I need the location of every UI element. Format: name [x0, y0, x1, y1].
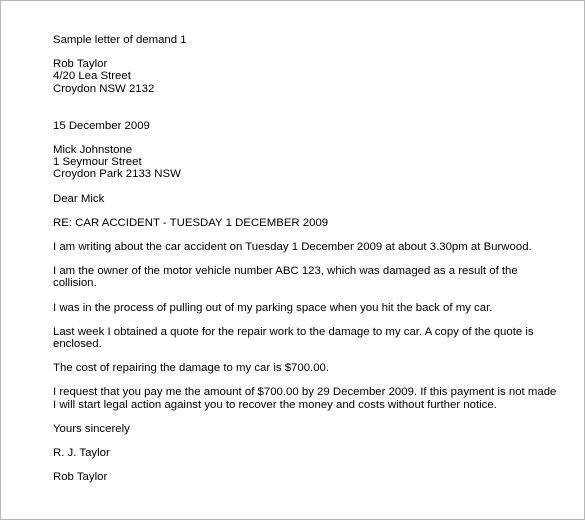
document-title: Sample letter of demand 1 [53, 34, 187, 46]
recipient-name: Mick Johnstone [53, 144, 133, 157]
sender-name: Rob Taylor [53, 58, 108, 71]
letter-date-block [53, 120, 553, 132]
letter-body [53, 34, 557, 484]
salutation: Dear Mick [53, 192, 105, 205]
signature-block [53, 447, 553, 459]
recipient-suburb: Croydon Park 2133 NSW [53, 168, 181, 181]
signed-name: Rob Taylor [53, 471, 108, 484]
paragraph-text: Last week I obtained a quote for the repair work to the damage to my car. A copy of the quote is enclosed. [53, 325, 534, 351]
subject-block [53, 217, 553, 229]
paragraph-quote [53, 326, 553, 350]
sender-street: 4/20 Lea Street [53, 70, 131, 83]
subject-line: RE: CAR ACCIDENT - TUESDAY 1 DECEMBER 2009 [53, 216, 329, 229]
paragraph-accident [53, 241, 553, 253]
paragraph-text: I was in the process of pulling out of my parking space when you hit the back of my car. [53, 301, 493, 314]
paragraph-text: I am the owner of the motor vehicle number ABC 123, which was damaged as a result of the collision. [53, 265, 518, 290]
paragraph-demand [53, 386, 557, 411]
paragraph-ownership [53, 265, 553, 289]
paragraph-text: I am writing about the car accident on Tuesday 1 December 2009 at about 3.30pm at Burwood. [53, 241, 532, 254]
letter-date: 15 December 2009 [53, 119, 150, 132]
recipient-street: 1 Seymour Street [53, 156, 142, 169]
paragraph-text: I request that you pay me the amount of $700.00 by 29 December 2009. If this payment is not made I will start legal action against you to recover the money and costs without further notice. [53, 386, 557, 411]
signed-name-block [53, 471, 553, 483]
paragraph-text: The cost of repairing the damage to my car is $700.00. [53, 362, 330, 375]
salutation-block [53, 193, 553, 205]
sender-address [53, 58, 553, 95]
signature: R. J. Taylor [53, 447, 110, 460]
paragraph-cost [53, 362, 553, 374]
document-title-block [53, 34, 553, 46]
closing-block [53, 423, 553, 435]
closing: Yours sincerely [53, 422, 130, 435]
sender-suburb: Croydon NSW 2132 [53, 82, 155, 95]
recipient-address [53, 144, 553, 181]
paragraph-incident [53, 302, 553, 314]
